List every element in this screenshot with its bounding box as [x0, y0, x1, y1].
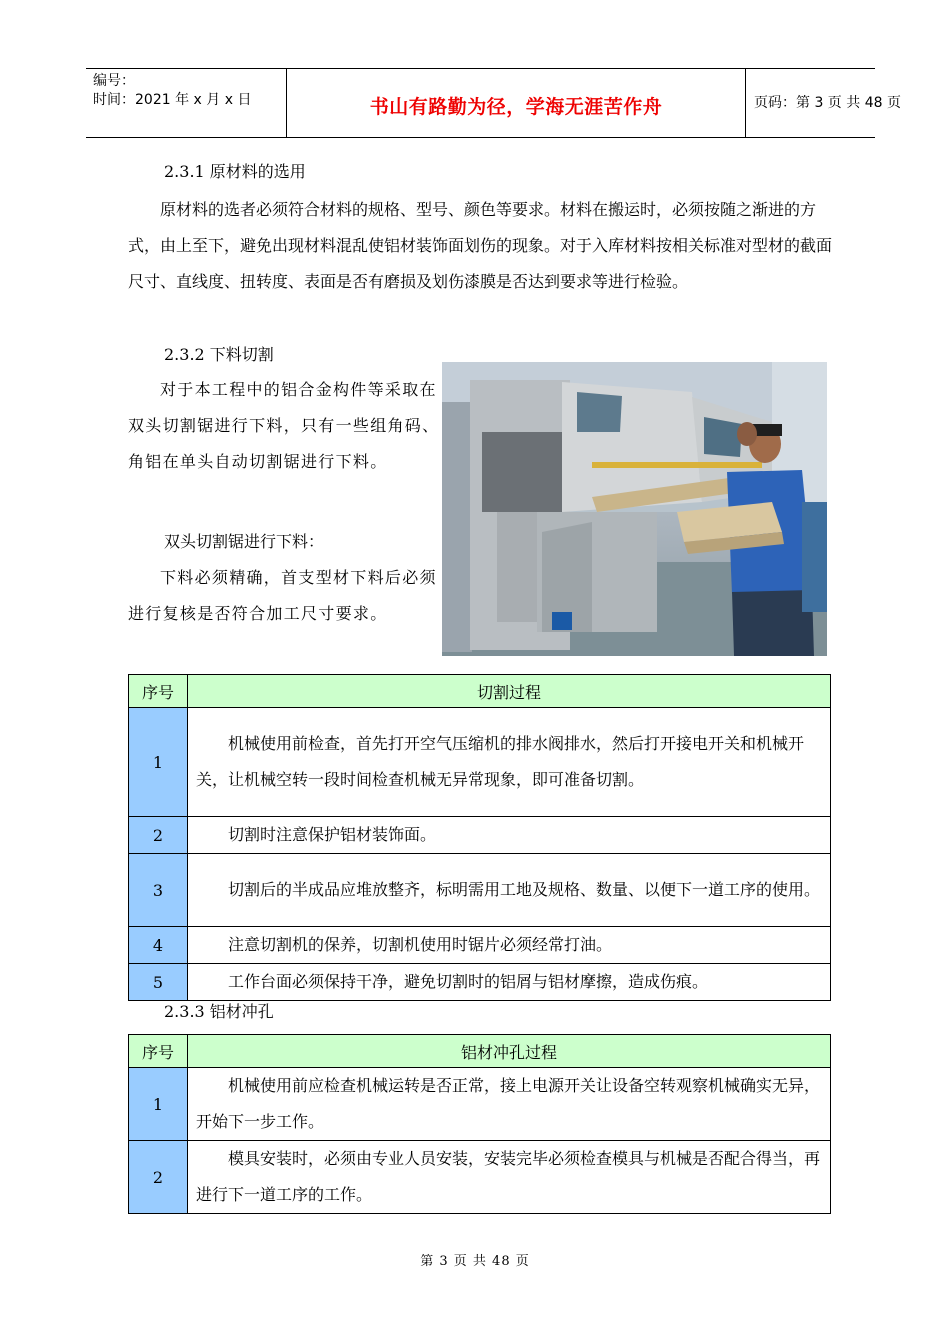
workshop-illustration	[442, 362, 827, 656]
section-232-para1: 对于本工程中的铝合金构件等采取在双头切割锯进行下料，只有一些组角码、角铝在单头自动切割锯进行下料。	[128, 380, 440, 471]
number-label: 编号：	[93, 73, 135, 89]
row-number: 2	[129, 1141, 188, 1214]
punching-process-table	[128, 1034, 831, 1214]
column-header-process: 铝材冲孔过程	[188, 1035, 831, 1068]
motto: 书山有路勤为径，学海无涯苦作舟	[369, 96, 663, 118]
page-header	[86, 68, 901, 138]
table-header-row	[129, 675, 831, 708]
row-description: 切割时注意保护铝材装饰面。	[188, 817, 831, 854]
cutting-machine-photo	[442, 362, 827, 656]
column-header-process: 切割过程	[188, 675, 831, 708]
table-row	[129, 708, 831, 817]
row-description: 模具安装时，必须由专业人员安装，安装完毕必须检查模具与机械是否配合得当，再进行下一道工序的工作。	[188, 1141, 831, 1214]
row-number: 3	[129, 854, 188, 927]
table-row	[129, 817, 831, 854]
section-232-subheading: 双头切割锯进行下料：	[164, 532, 325, 551]
page-footer: 第 3 页 共 48 页	[420, 1254, 530, 1269]
section-heading-231: 2.3.1 原材料的选用	[164, 162, 306, 181]
row-number: 5	[129, 964, 188, 1001]
column-header-no: 序号	[129, 675, 188, 708]
row-description: 机械使用前应检查机械运转是否正常，接上电源开关让设备空转观察机械确实无异，开始下一步工作。	[188, 1068, 831, 1141]
column-header-no: 序号	[129, 1035, 188, 1068]
header-meta	[86, 69, 286, 137]
row-number: 4	[129, 927, 188, 964]
table-row	[129, 1141, 831, 1214]
section-heading-233: 2.3.3 铝材冲孔	[164, 1002, 274, 1021]
row-description: 注意切割机的保养，切割机使用时锯片必须经常打油。	[188, 927, 831, 964]
section-heading-232: 2.3.2 下料切割	[164, 345, 274, 364]
time-label: 时间：2021 年 x 月 x 日	[93, 92, 252, 108]
page-label: 页码：第 3 页 共 48 页	[754, 95, 901, 111]
row-description: 机械使用前检查，首先打开空气压缩机的排水阀排水，然后打开接电开关和机械开关，让机械空转一段时间检查机械无异常现象，即可准备切割。	[188, 708, 831, 817]
table-header-row	[129, 1035, 831, 1068]
cutting-process-table	[128, 674, 831, 1001]
table-row	[129, 1068, 831, 1141]
row-number: 2	[129, 817, 188, 854]
table-row	[129, 927, 831, 964]
row-number: 1	[129, 1068, 188, 1141]
table-row	[129, 854, 831, 927]
row-description: 工作台面必须保持干净，避免切割时的铝屑与铝材摩擦，造成伤痕。	[188, 964, 831, 1001]
row-description: 切割后的半成品应堆放整齐，标明需用工地及规格、数量、以便下一道工序的使用。	[188, 854, 831, 927]
header-motto-cell	[286, 69, 746, 137]
section-231-body: 原材料的选者必须符合材料的规格、型号、颜色等要求。材料在搬运时，必须按随之渐进的方式，由上至下，避免出现材料混乱使铝材装饰面划伤的现象。对于入库材料按相关标准对型材的截面尺寸、直线度、扭转度、表面是否有磨损及划伤漆膜是否达到要求等进行检验。	[128, 200, 833, 291]
table-row	[129, 964, 831, 1001]
header-page-cell	[746, 69, 901, 137]
section-232-para2: 下料必须精确，首支型材下料后必须进行复核是否符合加工尺寸要求。	[128, 568, 437, 623]
row-number: 1	[129, 708, 188, 817]
